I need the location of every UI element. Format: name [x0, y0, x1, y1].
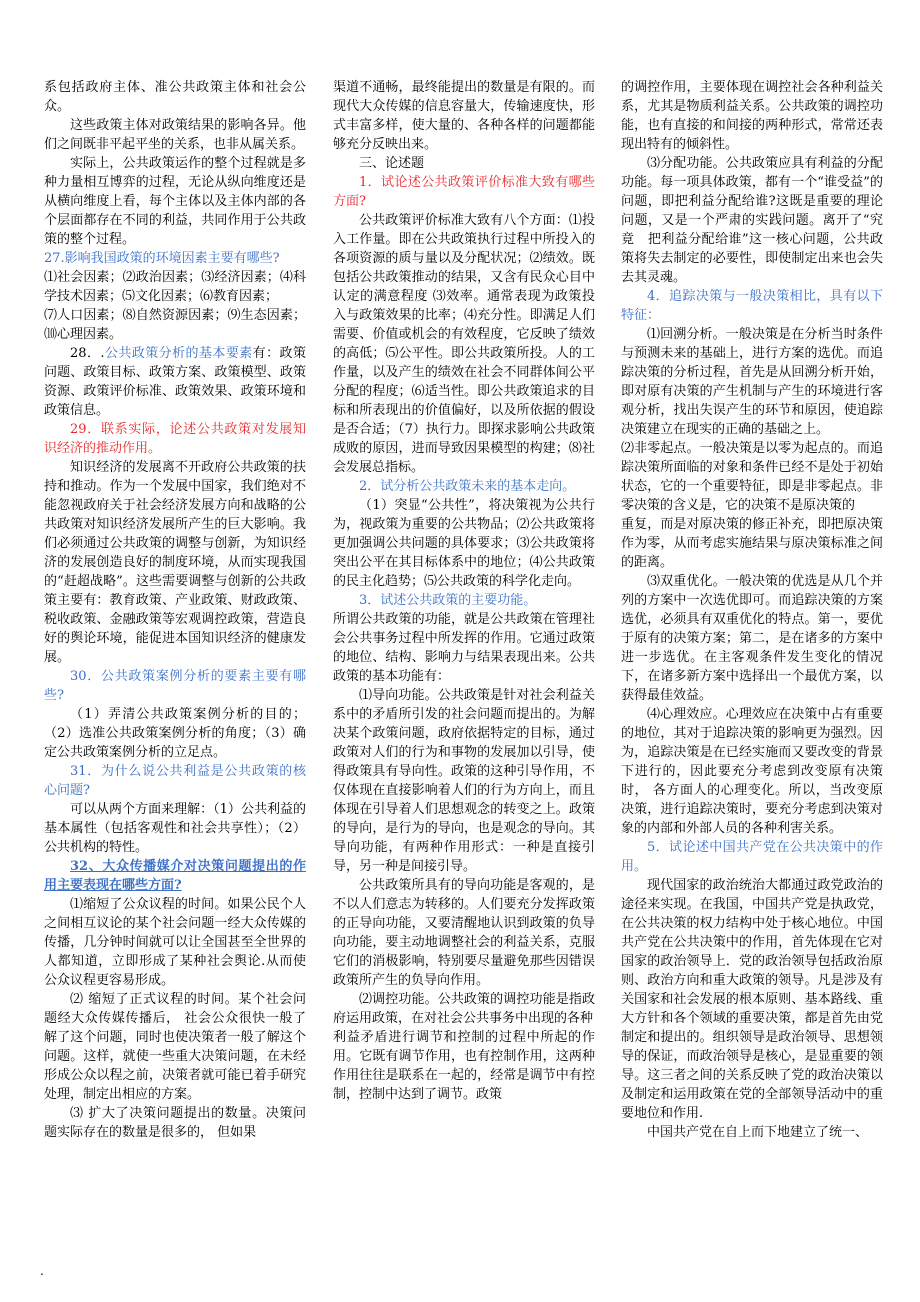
- text-paragraph: 可以从两个方面来理解：（1）公共利益的基本属性（包括客观性和社会共享性）；（2）公共机构的特性。: [44, 802, 306, 855]
- column-3: [621, 78, 883, 1142]
- text-paragraph: ⑺人口因素；⑻自然资源因素；⑼生态因素；⑽心理因素。: [44, 308, 306, 342]
- text-paragraph: 知识经济的发展离不开政府公共政策的扶持和推动。作为一个发展中国家，我们绝对不能忽视政府关于社会经济发展方向和战略的公共政策对知识经济发展所产生的巨大影响。我们必须通过公共政策的调整与创新，为知识经济的发展创造良好的制度环境，从而实现我国的“赶超战略”。这些需要调整与创新的公共政策主要有：教育政策、产业政策、财政政策、税收政策、金融政策等宏观调控政策，营造良好的舆论环境，能促进本国知识经济的健康发展。: [44, 460, 306, 665]
- keyword-highlight: 公共政策分析的基本要素: [104, 346, 253, 361]
- text-paragraph: 现代国家的政治统治大都通过政党政治的途径来实现。在我国，中国共产党是执政党，在公共决策的权力结构中处于核心地位。中国共产党在公共决策中的作用，首先体现在它对国家的政治领导上．党的政治领导包括政治原则、政治方向和重大政策的领导。凡是涉及有关国家和社会发展的根本原则、基本路线、重大方针和各个领域的重要决策，都是首先由党制定和提出的。组织领导是政治领导、思想领导的保证，而政治领导是核心，是显重要的领导。这三者之间的关系反映了党的政治决策以及制定和运用政策在党的全部领导活动中的重要地位和作用.: [621, 878, 883, 1121]
- question-heading-2: 2．试分析公共政策未来的基本走向。: [359, 479, 576, 494]
- question-heading-31: 31．为什么说公共利益是公共政策的核心问题?: [44, 764, 306, 798]
- text-paragraph: 利益矛盾进行调节和控制的过程中所起的作用。它既有调节作用，也有控制作用，这两种作用往往是联系在一起的，经常是调节中有控制，控制中达到了调节。政策: [333, 1030, 595, 1102]
- text-paragraph: ⑵调控功能。公共政策的调控功能是指政府运用政策，在对社会公共事务中出现的各种: [333, 992, 595, 1026]
- column-2: [333, 78, 595, 1104]
- text-paragraph: ⑶双重优化。一般决策的优选是从几个并列的方案中一次选优即可。而追踪决策的方案选优，必须具有双重优化的特点。第一，要优于原有的决策方案；第二，是在诸多的方案中进一步选优。在主客观条件发生变化的情况下，在诸多新方案中选择出一个最优方案，以获得最佳效益。: [621, 574, 883, 703]
- section-heading: 三、论述题: [359, 156, 425, 171]
- text-paragraph: 重复，而是对原决策的修正补充，即把原决策作为零，从而考虑实施结果与原决策标准之间的距离。: [621, 517, 883, 570]
- text-paragraph: ⑴回溯分析。一般决策是在分析当时条件与预测未来的基础上，进行方案的选优。而追踪决策的分析过程，首先是从回溯分析开始，即对原有决策的产生机制与产生的环境进行客观分析，找出失误产生的环节和原因，使追踪决策建立在现实的正确的基础之上。: [621, 327, 883, 437]
- text-paragraph: 所谓公共政策的功能，就是公共政策在管理社会公共事务过程中所发挥的作用。它通过政策的地位、结构、影响力与结果表现出来。公共政策的基本功能有：: [333, 612, 595, 684]
- question-heading-28: [44, 344, 306, 420]
- text-paragraph: ⑷心理效应。心理效应在决策中占有重要的地位，其对于追踪决策的影响更为强烈。因为，追踪决策是在已经实施而又要改变的背景下进行的，因此要充分考虑到改变原有决策时， 各方面人的心理变化。所以，当改变原决策，进行追踪决策时，要充分考虑到决策对象的内部和外部人员的各种利害关系。: [621, 707, 883, 836]
- text-paragraph: ⑴社会因素；⑵政治因素；⑶经济因素；⑷科学技术因素；⑸文化因素；⑹教育因素；: [44, 270, 306, 304]
- question-heading-32: 32、大众传播媒介对决策问题提出的作用主要表现在哪些方面?: [44, 859, 306, 893]
- text-paragraph: ⑵非零起点。一般决策是以零为起点的。而追踪决策所面临的对象和条件已经不是处于初始状态，它的一个重要特征，即是非零起点。非零决策的含义是，它的决策不是原决策的: [621, 441, 883, 513]
- text-paragraph: 实际上，公共政策运作的整个过程就是多种力量相互博弈的过程，无论从纵向维度还是从横向维度上看，每个主体以及主体内部的各个层面都存在不同的利益，共同作用于公共政策的整个过程。: [44, 156, 306, 247]
- text-paragraph: 的调控作用，主要体现在调控社会各种利益关系，尤其是物质利益关系。公共政策的调控功能，也有直接的和间接的两种形式，常常还表现出特有的倾斜性。: [621, 80, 883, 152]
- question-heading-29: 29．联系实际，论述公共政策对发展知识经济的推动作用。: [44, 422, 306, 456]
- text-paragraph: 渠道不通畅，最终能提出的数量是有限的。而现代大众传媒的信息容量大，传输速度快，形式丰富多样，使大量的、各种各样的问题都能够充分反映出来。: [333, 80, 595, 152]
- text-paragraph: 公共政策评价标准大致有八个方面：⑴投入工作量。即在公共政策执行过程中所投入的各项资源的质与量以及分配状况；⑵绩效。既包括公共政策推动的结果，又含有民众心目中认定的满意程度 ⑶效率。通常表现为政策投入与政策效果的比率；⑷充分性。即满足人们需要、价值或机会的有效程度，它反映了绩效的高低；⑸公平性。即公共政策所投。人的工作量，以及产生的绩效在社会不同群体间公平分配的程度；⑹适当性。即公共政策追求的目标和所表现出的价值偏好，以及所依据的假设是否合适；（7）执行力。即探求影响公共政策成败的原因，进而导致因果模型的构建；⑻社会发展总指标。: [333, 213, 595, 475]
- question-heading-30: 30．公共政策案例分析的要素主要有哪些?: [44, 669, 306, 703]
- text-paragraph: ⑶分配功能。公共政策应具有利益的分配功能。每一项具体政策，都有一个“谁受益”的问题，即把利益分配给谁?这既是重要的理论问题，又是一个严肃的实践问题。离开了“究竟 把利益分配给谁”这一核心问题，公共政策将失去制定的必要性，即使制定出来也会失去其灵魂。: [621, 156, 883, 285]
- text-paragraph: 中国共产党在自上而下地建立了统一、: [647, 1125, 869, 1140]
- question-heading-3: 3．试述公共政策的主要功能。: [359, 593, 537, 608]
- text-paragraph: （1）弄清公共政策案例分析的目的；（2）选准公共政策案例分析的角度；（3）确定公共政策案例分析的立足点。: [44, 707, 306, 760]
- text-paragraph: 这些政策主体对政策结果的影响各异。他们之间既非平起平坐的关系，也非从属关系。: [44, 118, 306, 152]
- text-paragraph: ⑴缩短了公众议程的时间。如果公民个人之间相互议论的某个社会问题一经大众传媒的传播，几分钟时间就可以让全国甚至全世界的人都知道，立即形成了某种社会舆论.从而使公众议程更容易形成。: [44, 897, 306, 988]
- text-paragraph: （1）突显“公共性”，将决策视为公共行为，视政策为重要的公共物品；⑵公共政策将更加强调公共问题的具体要求；⑶公共政策将突出公平在其目标体系中的地位；⑷公共政策的民主化趋势；⑸公共政策的科学化走向。: [333, 498, 595, 589]
- question-heading-27: 27.影响我国政策的环境因素主要有哪些?: [44, 251, 280, 266]
- answer-text: 有：政策问题、政策目标、政策方案、政策模型、政策资源、政策评价标准、政策效果、政策环境和政策信息。: [44, 346, 306, 418]
- question-heading-5: 5．试论述中国共产党在公共决策中的作用。: [621, 840, 883, 874]
- column-1: [44, 78, 306, 1142]
- text-paragraph: 公共政策所具有的导向功能是客观的，是不以人们意志为转移的。人们要充分发挥政策的正导向功能，又要清醒地认识到政策的负导向功能，要主动地调整社会的利益关系，克服它们的消极影响，特别要尽量避免那些因错误政策所产生的负导向作用。: [333, 878, 595, 988]
- text-paragraph: ⑴导向功能。公共政策是针对社会利益关系中的矛盾所引发的社会问题而提出的。为解决某个政策问题，政府依据特定的目标，通过政策对人们的行为和事物的发展加以引导，使得政策具有导向性。政策的这种引导作用，不仅体现在直接影响着人们的行为方向上，而且体现在引导着人们思想观念的转变之上。政策的导向，是行为的导向，也是观念的导向。其导向功能，有两种作用形式：一种是直接引导，另一种是间接引导。: [333, 688, 595, 874]
- text-paragraph: ⑶ 扩大了决策问题提出的数量。决策问题实际存在的数量是很多的， 但如果: [44, 1106, 306, 1140]
- page-footer-mark: .: [40, 1264, 44, 1278]
- question-number: 28．.: [70, 346, 105, 361]
- text-paragraph: 系包括政府主体、准公共政策主体和社会公众。: [44, 80, 306, 114]
- text-paragraph: ⑵ 缩短了正式议程的时间。某个社会问题经大众传媒传播后， 社会公众很快一般了解了这个问题，同时也使决策者一般了解这个问题。这样，就使一些重大决策问题，在未经形成公众以程之前，决策者就可能已着手研究处理，制定出相应的方案。: [44, 992, 306, 1102]
- question-heading-4: 4．追踪决策与一般决策相比，具有以下特征：: [621, 289, 883, 323]
- question-heading-1: 1．试论述公共政策评价标准大致有哪些方面?: [333, 175, 595, 209]
